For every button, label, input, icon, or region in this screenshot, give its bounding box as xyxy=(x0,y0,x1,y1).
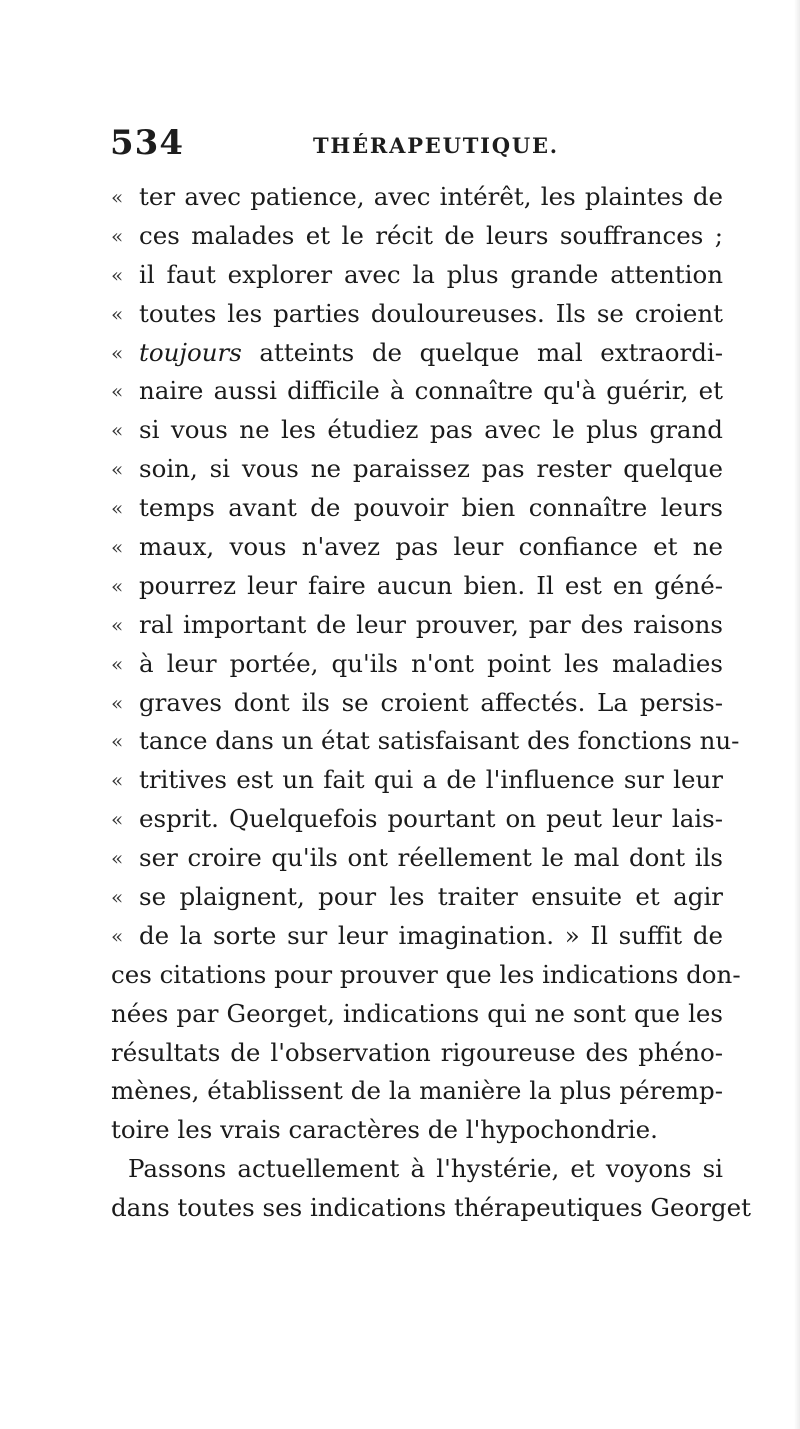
quote-mark: « xyxy=(111,301,124,326)
text-line: « graves dont ils se croient affectés. La persis- xyxy=(111,684,723,723)
running-head: THÉRAPEUTIQUE. xyxy=(313,133,559,158)
quote-mark: « xyxy=(111,185,124,209)
text-line: « à leur portée, qu'ils n'ont point les maladies xyxy=(111,645,723,684)
text-line: « naire aussi difficile à connaître qu'à guérir, et xyxy=(111,372,723,411)
page-header xyxy=(110,123,710,167)
text-line: « tance dans un état satisfaisant des fonctions nu- xyxy=(111,722,723,761)
text-line: Passons actuellement à l'hystérie, et voyons si xyxy=(128,1154,723,1184)
quote-mark: « xyxy=(111,379,124,404)
quote-mark: « xyxy=(111,457,124,482)
quote-mark: « xyxy=(111,807,124,832)
text-line: mènes, établissent de la manière la plus péremp- xyxy=(111,1076,723,1106)
italic-emphasis: toujours xyxy=(139,337,242,367)
quote-mark: « xyxy=(111,690,124,715)
quote-mark: « xyxy=(111,418,124,443)
text-line: dans toutes ses indications thérapeutiques Georget xyxy=(111,1193,751,1223)
text-line: « de la sorte sur leur imagination. » Il suffit de xyxy=(111,917,723,956)
quote-mark: « xyxy=(111,223,124,248)
text-line: « ser croire qu'ils ont réellement le mal dont ils xyxy=(111,839,723,878)
text-line: « temps avant de pouvoir bien connaître leurs xyxy=(111,489,723,528)
text-line: résultats de l'observation rigoureuse des phéno- xyxy=(111,1037,723,1067)
text-line: « toutes les parties douloureuses. Ils se croient xyxy=(111,295,723,334)
text-line: toire les vrais caractères de l'hypochondrie. xyxy=(111,1115,658,1145)
text-line: « toujours atteints de quelque mal extraordi- xyxy=(111,334,723,373)
quote-mark: « xyxy=(111,846,124,871)
text-line: « soin, si vous ne paraissez pas rester quelque xyxy=(111,450,723,489)
text-line: « maux, vous n'avez pas leur confiance et ne xyxy=(111,528,723,567)
quote-mark: « xyxy=(111,340,124,365)
text-line: « il faut explorer avec la plus grande attention xyxy=(111,256,723,295)
text-line: « pourrez leur faire aucun bien. Il est en géné- xyxy=(111,567,723,606)
text-line: ces citations pour prouver que les indications don- xyxy=(111,959,741,989)
text-line: nées par Georget, indications qui ne sont que les xyxy=(111,998,723,1028)
text-line: « ral important de leur prouver, par des raisons xyxy=(111,606,723,645)
quote-mark: « xyxy=(111,535,124,560)
text-line: « ter avec patience, avec intérêt, les plaintes de xyxy=(111,178,723,217)
quote-mark: « xyxy=(111,496,124,521)
quote-mark: « xyxy=(111,651,124,676)
quote-mark: « xyxy=(111,612,124,637)
text-line: « ces malades et le récit de leurs souffrances ; xyxy=(111,217,723,256)
text-line: « si vous ne les étudiez pas avec le plus grand xyxy=(111,411,723,450)
text-line: « se plaignent, pour les traiter ensuite et agir xyxy=(111,878,723,917)
page-number: 534 xyxy=(110,123,184,163)
quote-mark: « xyxy=(111,729,124,754)
quote-mark: « xyxy=(111,923,124,948)
quote-mark: « xyxy=(111,262,124,287)
quote-mark: « xyxy=(111,573,124,598)
text-line: « esprit. Quelquefois pourtant on peut leur lais- xyxy=(111,800,723,839)
quote-mark: « xyxy=(111,768,124,793)
quote-mark: « xyxy=(111,885,124,910)
page-edge-shadow xyxy=(794,0,800,1429)
text-line: « tritives est un fait qui a de l'influence sur leur xyxy=(111,761,723,800)
body-text xyxy=(111,178,751,1228)
